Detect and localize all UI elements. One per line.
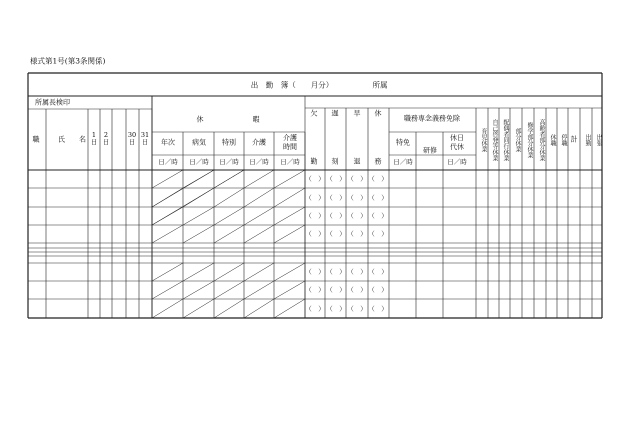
- header-partial: 部分休業: [514, 128, 521, 152]
- paren-cell: （ ）: [326, 229, 346, 238]
- paren-cell: （ ）: [326, 304, 346, 313]
- org-label: 所属: [372, 80, 388, 90]
- paren-cell: （ ）: [326, 285, 346, 294]
- header-leave-sick: 病気: [192, 138, 206, 147]
- header-stop: 停職: [560, 134, 567, 146]
- hatch-line: [152, 263, 183, 281]
- hatch-line: [244, 263, 274, 281]
- unit-sick: 日／時: [189, 157, 209, 166]
- paren-cell: （ ）: [347, 267, 367, 276]
- header-rest: 休: [374, 109, 382, 118]
- header-absence: 欠: [310, 109, 318, 118]
- paren-cell: （ ）: [305, 267, 325, 276]
- hatch-line: [152, 170, 244, 225]
- unit-special: 日／時: [219, 157, 239, 166]
- unit-care: 日／時: [249, 157, 269, 166]
- paren-cell: （ ）: [305, 229, 325, 238]
- header-total: 計: [570, 135, 578, 144]
- paren-cell: （ ）: [347, 304, 367, 313]
- header-childcare: 育児休業: [480, 128, 487, 152]
- hatch-line: [183, 299, 214, 318]
- paren-cell: （ ）: [326, 174, 346, 183]
- hatch-line: [244, 281, 274, 299]
- paren-cell: （ ）: [347, 174, 367, 183]
- hatch-line: [214, 281, 244, 299]
- header-exemption-training: 研修: [423, 146, 437, 155]
- hatch-line: [274, 225, 305, 243]
- hatch-line: [152, 299, 183, 318]
- unit-holiday: 日／時: [447, 157, 467, 166]
- hatch-line: [244, 299, 274, 318]
- unit-annual: 日／時: [158, 157, 178, 166]
- hatch-line: [214, 225, 244, 243]
- hatch-line: [274, 207, 305, 225]
- paren-cell: （ ）: [368, 285, 388, 294]
- paren-cell: （ ）: [347, 193, 367, 202]
- hatch-line: [214, 207, 244, 225]
- header-late-bottom: 刻: [331, 157, 339, 166]
- header-day-31: 31 日: [140, 131, 150, 147]
- paren-cell: （ ）: [305, 304, 325, 313]
- hatch-line: [274, 170, 305, 188]
- paren-cell: （ ）: [326, 267, 346, 276]
- hatch-line: [274, 263, 305, 281]
- header-early-bottom: 退: [353, 157, 361, 166]
- hatch-line: [244, 207, 274, 225]
- header-suspension: 休職: [549, 134, 556, 146]
- header-leave-care: 介護: [252, 138, 266, 147]
- header-leave-special: 特別: [222, 138, 236, 147]
- paren-cell: （ ）: [368, 267, 388, 276]
- paren-cell: （ ）: [347, 285, 367, 294]
- header-elderly: 高齢者部分休業: [538, 119, 545, 161]
- stamp-label: 所属長検印: [35, 98, 70, 107]
- header-rest-bottom: 務: [374, 157, 382, 166]
- paren-cell: （ ）: [368, 229, 388, 238]
- paren-cell: （ ）: [326, 211, 346, 220]
- paren-cell: （ ）: [368, 193, 388, 202]
- hatch-line: [244, 170, 274, 188]
- header-exemption-special: 特免: [396, 138, 410, 147]
- paren-cell: （ ）: [305, 285, 325, 294]
- header-leave-care-hours: 介護 時間: [283, 134, 297, 151]
- header-spouse: 配偶者同行休業: [502, 119, 509, 161]
- hatch-line: [274, 299, 305, 318]
- paren-cell: （ ）: [347, 211, 367, 220]
- header-absence-bottom: 勤: [310, 157, 318, 166]
- hatch-line: [244, 188, 274, 207]
- hatch-line: [152, 170, 183, 188]
- paren-cell: （ ）: [326, 193, 346, 202]
- header-leave: 休 暇: [196, 115, 260, 124]
- hatch-line: [152, 225, 183, 243]
- unit-exemption: 日／時: [393, 157, 413, 166]
- hatch-line: [214, 299, 244, 318]
- header-leave-annual: 年次: [161, 138, 175, 147]
- form-number: 様式第1号(第3条関係): [30, 56, 106, 66]
- header-name: 氏 名: [58, 135, 86, 144]
- header-self-dev: 自己啓発等休業: [491, 119, 498, 161]
- hatch-line: [214, 188, 244, 207]
- header-post: 職: [32, 135, 40, 144]
- hatch-line: [274, 188, 305, 207]
- hatch-line: [183, 263, 214, 281]
- paren-cell: （ ）: [305, 174, 325, 183]
- hatch-line: [183, 225, 214, 243]
- header-day-30: 30 日: [127, 131, 137, 147]
- header-study: 修学部分休業: [526, 122, 533, 158]
- hatch-line: [183, 281, 214, 299]
- header-day-1: 1 日: [90, 131, 98, 147]
- header-late: 遅: [331, 109, 339, 118]
- paren-cell: （ ）: [305, 193, 325, 202]
- unit-care-hours: 日／時: [280, 157, 300, 166]
- header-attend-days: 出勤: [584, 134, 591, 146]
- paren-cell: （ ）: [347, 229, 367, 238]
- header-exemption: 職務専念義務免除: [404, 114, 460, 123]
- paren-cell: （ ）: [305, 211, 325, 220]
- paren-cell: （ ）: [368, 211, 388, 220]
- header-holiday-sub: 休日 代休: [450, 134, 464, 151]
- header-early: 早: [353, 109, 361, 118]
- hatch-line: [214, 263, 244, 281]
- hatch-line: [274, 281, 305, 299]
- paren-cell: （ ）: [368, 174, 388, 183]
- page-title: 出 勤 簿（ 月分）: [250, 80, 334, 90]
- header-attend-book: 出張: [595, 134, 602, 146]
- hatch-line: [244, 225, 274, 243]
- header-day-2: 2 日: [102, 131, 110, 147]
- hatch-line: [183, 207, 214, 225]
- paren-cell: （ ）: [368, 304, 388, 313]
- hatch-line: [152, 281, 183, 299]
